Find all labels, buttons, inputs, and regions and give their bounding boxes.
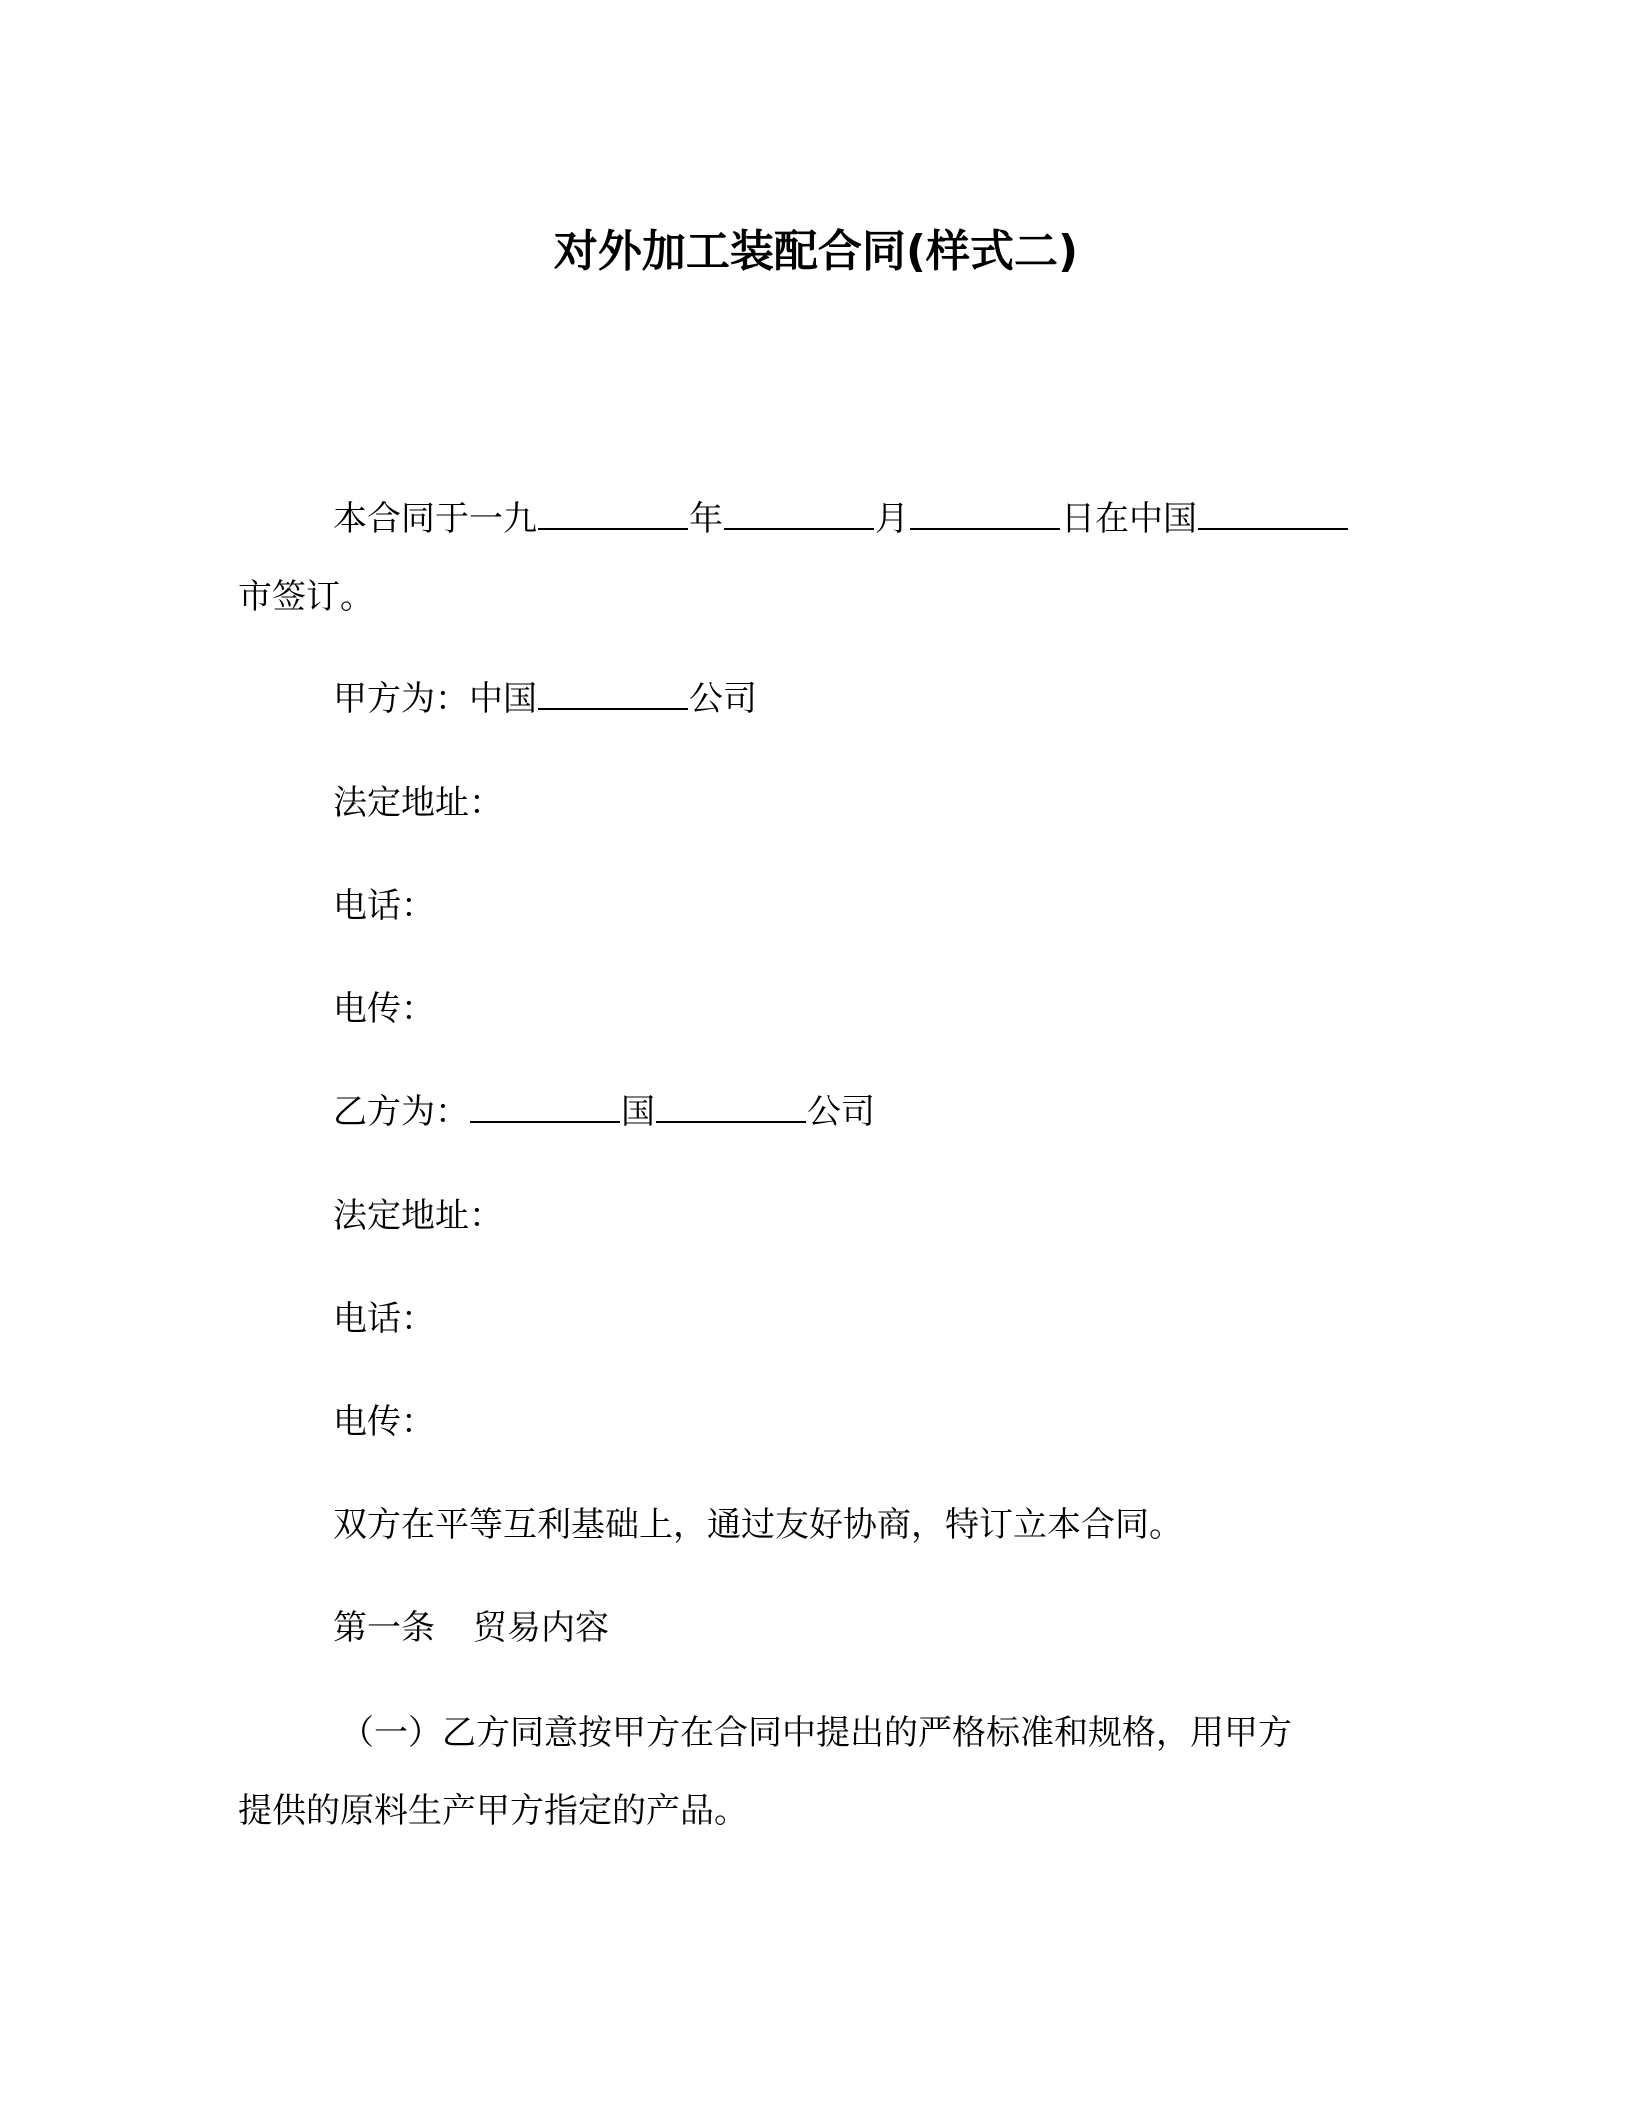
date-line — [333, 494, 1349, 544]
party-a-prefix: 甲方为：中国 — [333, 679, 537, 719]
party-a-fax-label: 电传： — [333, 989, 435, 1029]
party-a-phone-label: 电话： — [333, 886, 435, 926]
date-line-text-1: 本合同于一九 — [333, 499, 537, 539]
year-blank[interactable] — [538, 494, 688, 530]
party-b-middle: 国 — [621, 1092, 655, 1132]
clause-1-line-2: 提供的原料生产甲方指定的产品。 — [238, 1791, 748, 1831]
party-b-address-label: 法定地址： — [333, 1196, 503, 1236]
date-line-text-2: 年 — [689, 499, 723, 539]
date-line-text-3: 月 — [875, 499, 909, 539]
party-a-line — [333, 674, 757, 724]
document-title: 对外加工装配合同(样式二) — [553, 226, 1079, 277]
date-line-text-4: 日在中国 — [1061, 499, 1197, 539]
clause-1-line-1: （一）乙方同意按甲方在合同中提出的严格标准和规格，用甲方 — [340, 1713, 1292, 1753]
party-b-country-blank[interactable] — [470, 1087, 620, 1123]
article-1-number: 第一条 — [333, 1608, 435, 1648]
city-blank[interactable] — [1198, 494, 1348, 530]
party-b-company-blank[interactable] — [656, 1087, 806, 1123]
party-a-suffix: 公司 — [689, 679, 757, 719]
article-1-heading — [333, 1603, 609, 1653]
day-blank[interactable] — [910, 494, 1060, 530]
party-b-suffix: 公司 — [807, 1092, 875, 1132]
city-line: 市签订。 — [238, 577, 374, 617]
party-a-company-blank[interactable] — [538, 674, 688, 710]
agreement-statement: 双方在平等互利基础上，通过友好协商，特订立本合同。 — [333, 1505, 1183, 1545]
party-b-phone-label: 电话： — [333, 1299, 435, 1339]
party-b-fax-label: 电传： — [333, 1402, 435, 1442]
article-1-title: 贸易内容 — [473, 1608, 609, 1648]
party-b-line — [333, 1087, 875, 1137]
party-b-prefix: 乙方为： — [333, 1092, 469, 1132]
month-blank[interactable] — [724, 494, 874, 530]
party-a-address-label: 法定地址： — [333, 783, 503, 823]
